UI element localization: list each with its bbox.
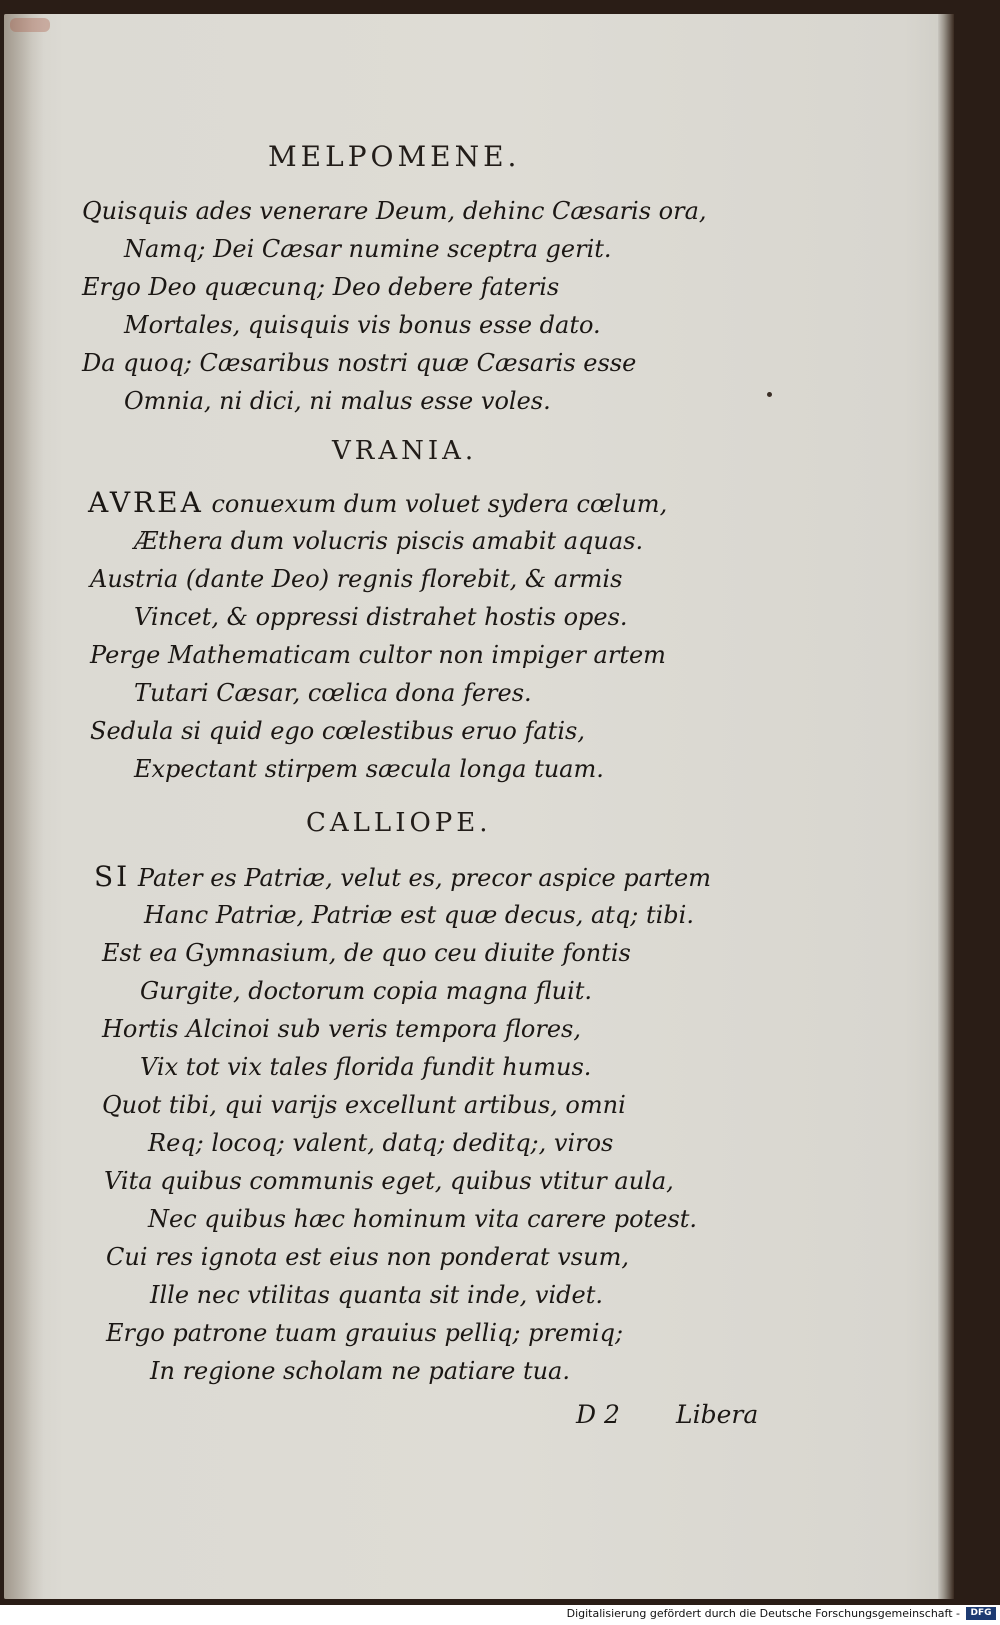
verse-line: Vita quibus communis eget, quibus vtitur aula, (104, 1167, 674, 1195)
initial-word: AVREA (88, 486, 204, 519)
verse-line: Omnia, ni dici, ni malus esse voles. (124, 387, 551, 415)
verse-line: Sedula si quid ego cœlestibus eruo fatis, (90, 717, 585, 745)
verse-line (94, 862, 711, 893)
verse-line: Est ea Gymnasium, de quo ceu diuite fontis (102, 939, 631, 967)
verse-line: Ergo patrone tuam grauius pelliq; premiq; (106, 1319, 624, 1347)
funding-notice: Digitalisierung gefördert durch die Deutsche Forschungsgemeinschaft - (566, 1607, 960, 1620)
verse-line: Perge Mathematicam cultor non impiger artem (90, 641, 666, 669)
verse-line (88, 488, 667, 519)
catchword: Libera (676, 1400, 759, 1429)
heading-melpomene: MELPOMENE. (268, 140, 521, 173)
verse-text: conuexum dum voluet sydera cœlum, (211, 490, 668, 518)
heading-urania: VRANIA. (332, 436, 478, 466)
verse-line: Expectant stirpem sæcula longa tuam. (134, 755, 604, 783)
verse-text: Pater es Patriæ, velut es, precor aspice partem (137, 864, 712, 892)
verse-line: Hortis Alcinoi sub veris tempora flores, (102, 1015, 581, 1043)
verse-line: Ille nec vtilitas quanta sit inde, videt. (150, 1281, 603, 1309)
verse-line: Da quoq; Cæsaribus nostri quæ Cæsaris esse (82, 349, 637, 377)
verse-line: Hanc Patriæ, Patriæ est quæ decus, atq; tibi. (144, 901, 694, 929)
heading-calliope: CALLIOPE. (306, 808, 492, 838)
verse-line: Quisquis ades venerare Deum, dehinc Cæsaris ora, (82, 197, 707, 225)
dfg-logo: DFG (966, 1607, 996, 1620)
verse-line: Req; locoq; valent, datq; deditq;, viros (148, 1129, 614, 1157)
verse-line: Austria (dante Deo) regnis florebit, & armis (90, 565, 623, 593)
initial-word: SI (94, 860, 131, 893)
verse-line: Gurgite, doctorum copia magna fluit. (140, 977, 593, 1005)
verse-line: Vincet, & oppressi distrahet hostis opes. (134, 603, 628, 631)
verse-line: Quot tibi, qui varijs excellunt artibus, omni (102, 1091, 626, 1119)
verse-line: Mortales, quisquis vis bonus esse dato. (124, 311, 601, 339)
verse-line: Tutari Cæsar, cœlica dona feres. (134, 679, 532, 707)
verse-line: Cui res ignota est eius non ponderat vsum, (106, 1243, 629, 1271)
verse-line: Æthera dum volucris piscis amabit aquas. (134, 527, 644, 555)
verse-line: In regione scholam ne patiare tua. (150, 1357, 570, 1385)
verse-line: Namq; Dei Cæsar numine sceptra gerit. (124, 235, 612, 263)
verse-line: Vix tot vix tales florida fundit humus. (140, 1053, 592, 1081)
verse-line: Nec quibus hæc hominum vita carere potest. (148, 1205, 698, 1233)
signature-mark: D 2 (576, 1400, 620, 1429)
verse-line: Ergo Deo quæcunq; Deo debere fateris (82, 273, 560, 301)
